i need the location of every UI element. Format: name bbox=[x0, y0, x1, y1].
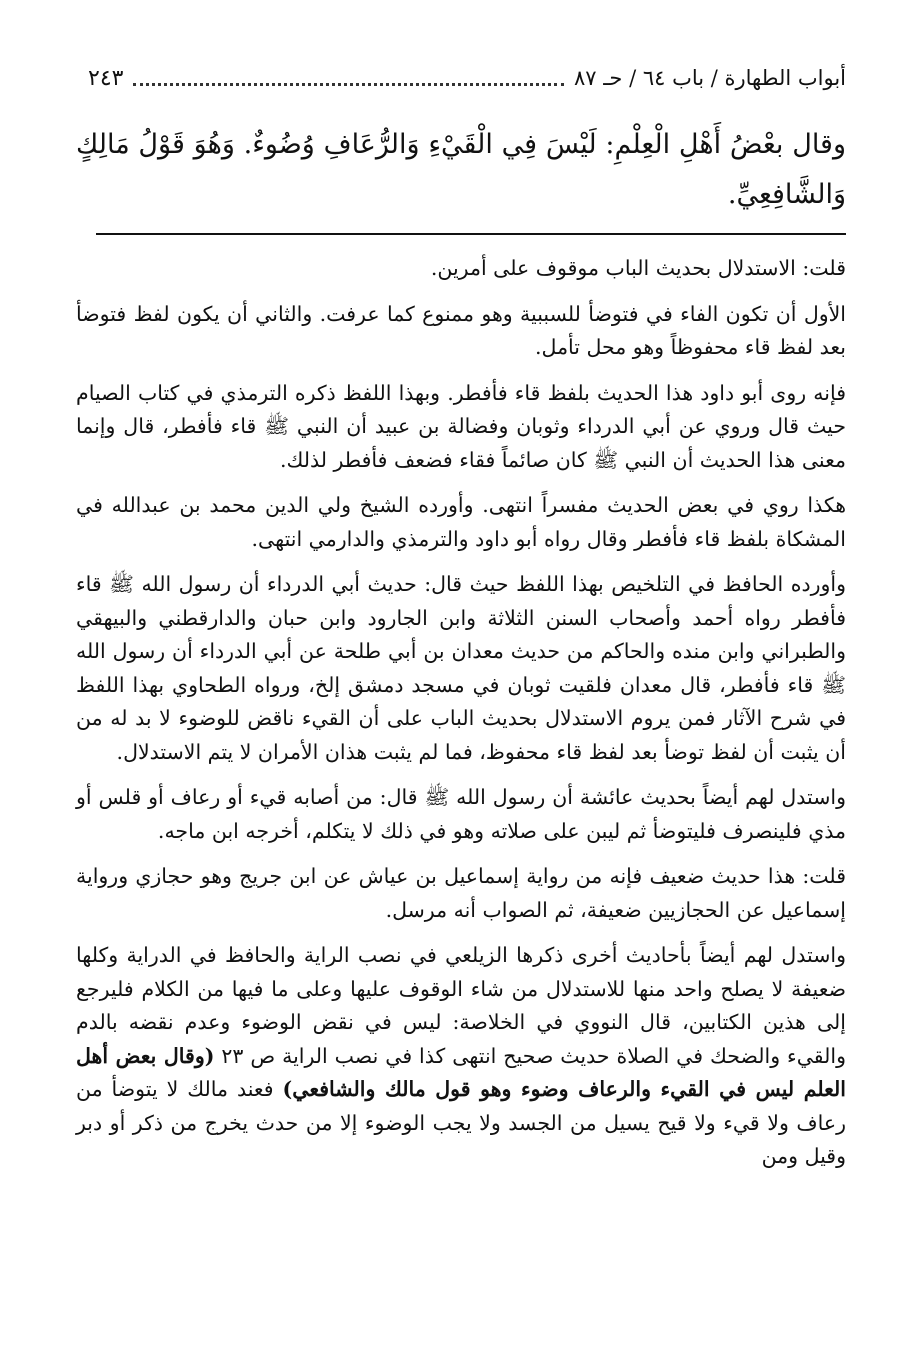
paragraph-last bbox=[76, 939, 846, 1174]
section-divider bbox=[96, 233, 846, 235]
running-title: أبواب الطهارة / باب ٦٤ / حـ ٨٧ bbox=[574, 66, 846, 90]
paragraph-text: واستدل لهم أيضاً بأحاديث أخرى ذكرها الزيلعي في نصب الراية والحافظ في الدراية وكلها ضعيفة لا يصلح واحد منها للاستدلال من شاء الوقوف عليها وعلى ما فيها من الكلام فليرجع إلى هذين الكتابين، قال النووي في الخلاصة: ليس في نقض الوضوء وعدم نقضه بالدم والقيء والضحك في الصلاة حديث صحيح انتهى كذا في نصب الراية ص ٢٣ bbox=[76, 943, 846, 1068]
page-number: ٢٤٣ bbox=[88, 65, 124, 91]
paragraph: فإنه روى أبو داود هذا الحديث بلفظ قاء فأفطر. وبهذا اللفظ ذكره الترمذي في كتاب الصيام حيث قال وروي عن أبي الدرداء وثوبان وفضالة بن عبيد أن النبي ﷺ قاء فأفطر، قال وإنما معنى هذا الحديث أن النبي ﷺ كان صائماً فقاء فضعف فأفطر لذلك. bbox=[76, 380, 846, 472]
paragraph: قلت: الاستدلال بحديث الباب موقوف على أمرين. bbox=[430, 256, 846, 280]
paragraph: واستدل لهم أيضاً بحديث عائشة أن رسول الله ﷺ قال: من أصابه قيء أو رعاف أو قلس أو مذي فلينصرف فليتوضأ ثم ليبن على صلاته وهو في ذلك لا يتكلم، أخرجه ابن ماجه. bbox=[76, 785, 846, 843]
running-header bbox=[88, 58, 846, 98]
leader-dots bbox=[133, 83, 564, 86]
commentary bbox=[76, 252, 846, 1186]
paragraph-text: فعند مالك لا يتوضأ من رعاف ولا قيء ولا قيح يسيل من الجسد ولا يجب الوضوء إلا من حدث يخرج من ذكر أو دبر وقيل ومن bbox=[76, 1077, 846, 1168]
hadith-text: وقال بعْضُ أَهْلِ الْعِلْمِ: لَيْسَ فِي الْقَيْءِ وَالرُّعَافِ وُضُوءٌ. وَهُوَ قَوْلُ مَالِكٍ وَالشَّافِعِيِّ. bbox=[76, 129, 846, 210]
paragraph: قلت: هذا حديث ضعيف فإنه من رواية إسماعيل بن عياش عن ابن جريج وهو حجازي ورواية إسماعيل عن الحجازيين ضعيفة، ثم الصواب أنه مرسل. bbox=[76, 864, 846, 922]
paragraph: هكذا روي في بعض الحديث مفسراً انتهى. وأورده الشيخ ولي الدين محمد بن عبدالله في المشكاة بلفظ قاء فأفطر وقال رواه أبو داود والترمذي والدارمي انتهى. bbox=[76, 493, 846, 551]
bold-quote: (وقال بعض أهل العلم ليس في القيء والرعاف وضوء وهو قول مالك والشافعي) bbox=[76, 1043, 846, 1101]
paragraph: الأول أن تكون الفاء في فتوضأ للسببية وهو ممنوع كما عرفت. والثاني أن يكون لفظ فتوضأ بعد لفظ قاء محفوظاً وهو محل تأمل. bbox=[76, 301, 846, 359]
paragraph: وأورده الحافظ في التلخيص بهذا اللفظ حيث قال: حديث أبي الدرداء أن رسول الله ﷺ قاء فأفطر رواه أحمد وأصحاب السنن الثلاثة وابن الجارود وابن حبان والدارقطني والبيهقي والطبراني وابن منده والحاكم من حديث معدان بن أبي طلحة عن أبي الدرداء أن رسول الله ﷺ قاء فأفطر، قال معدان فلقيت ثوبان في مسجد دمشق إلخ، ورواه الطحاوي بهذا اللفظ في شرح الآثار فمن يروم الاستدلال بحديث الباب على أن القيء ناقض للوضوء لا بد له من أن يثبت أن لفظ توضأ بعد لفظ قاء محفوظ، فما لم يثبت هذان الأمران لا يتم الاستدلال. bbox=[76, 572, 846, 764]
